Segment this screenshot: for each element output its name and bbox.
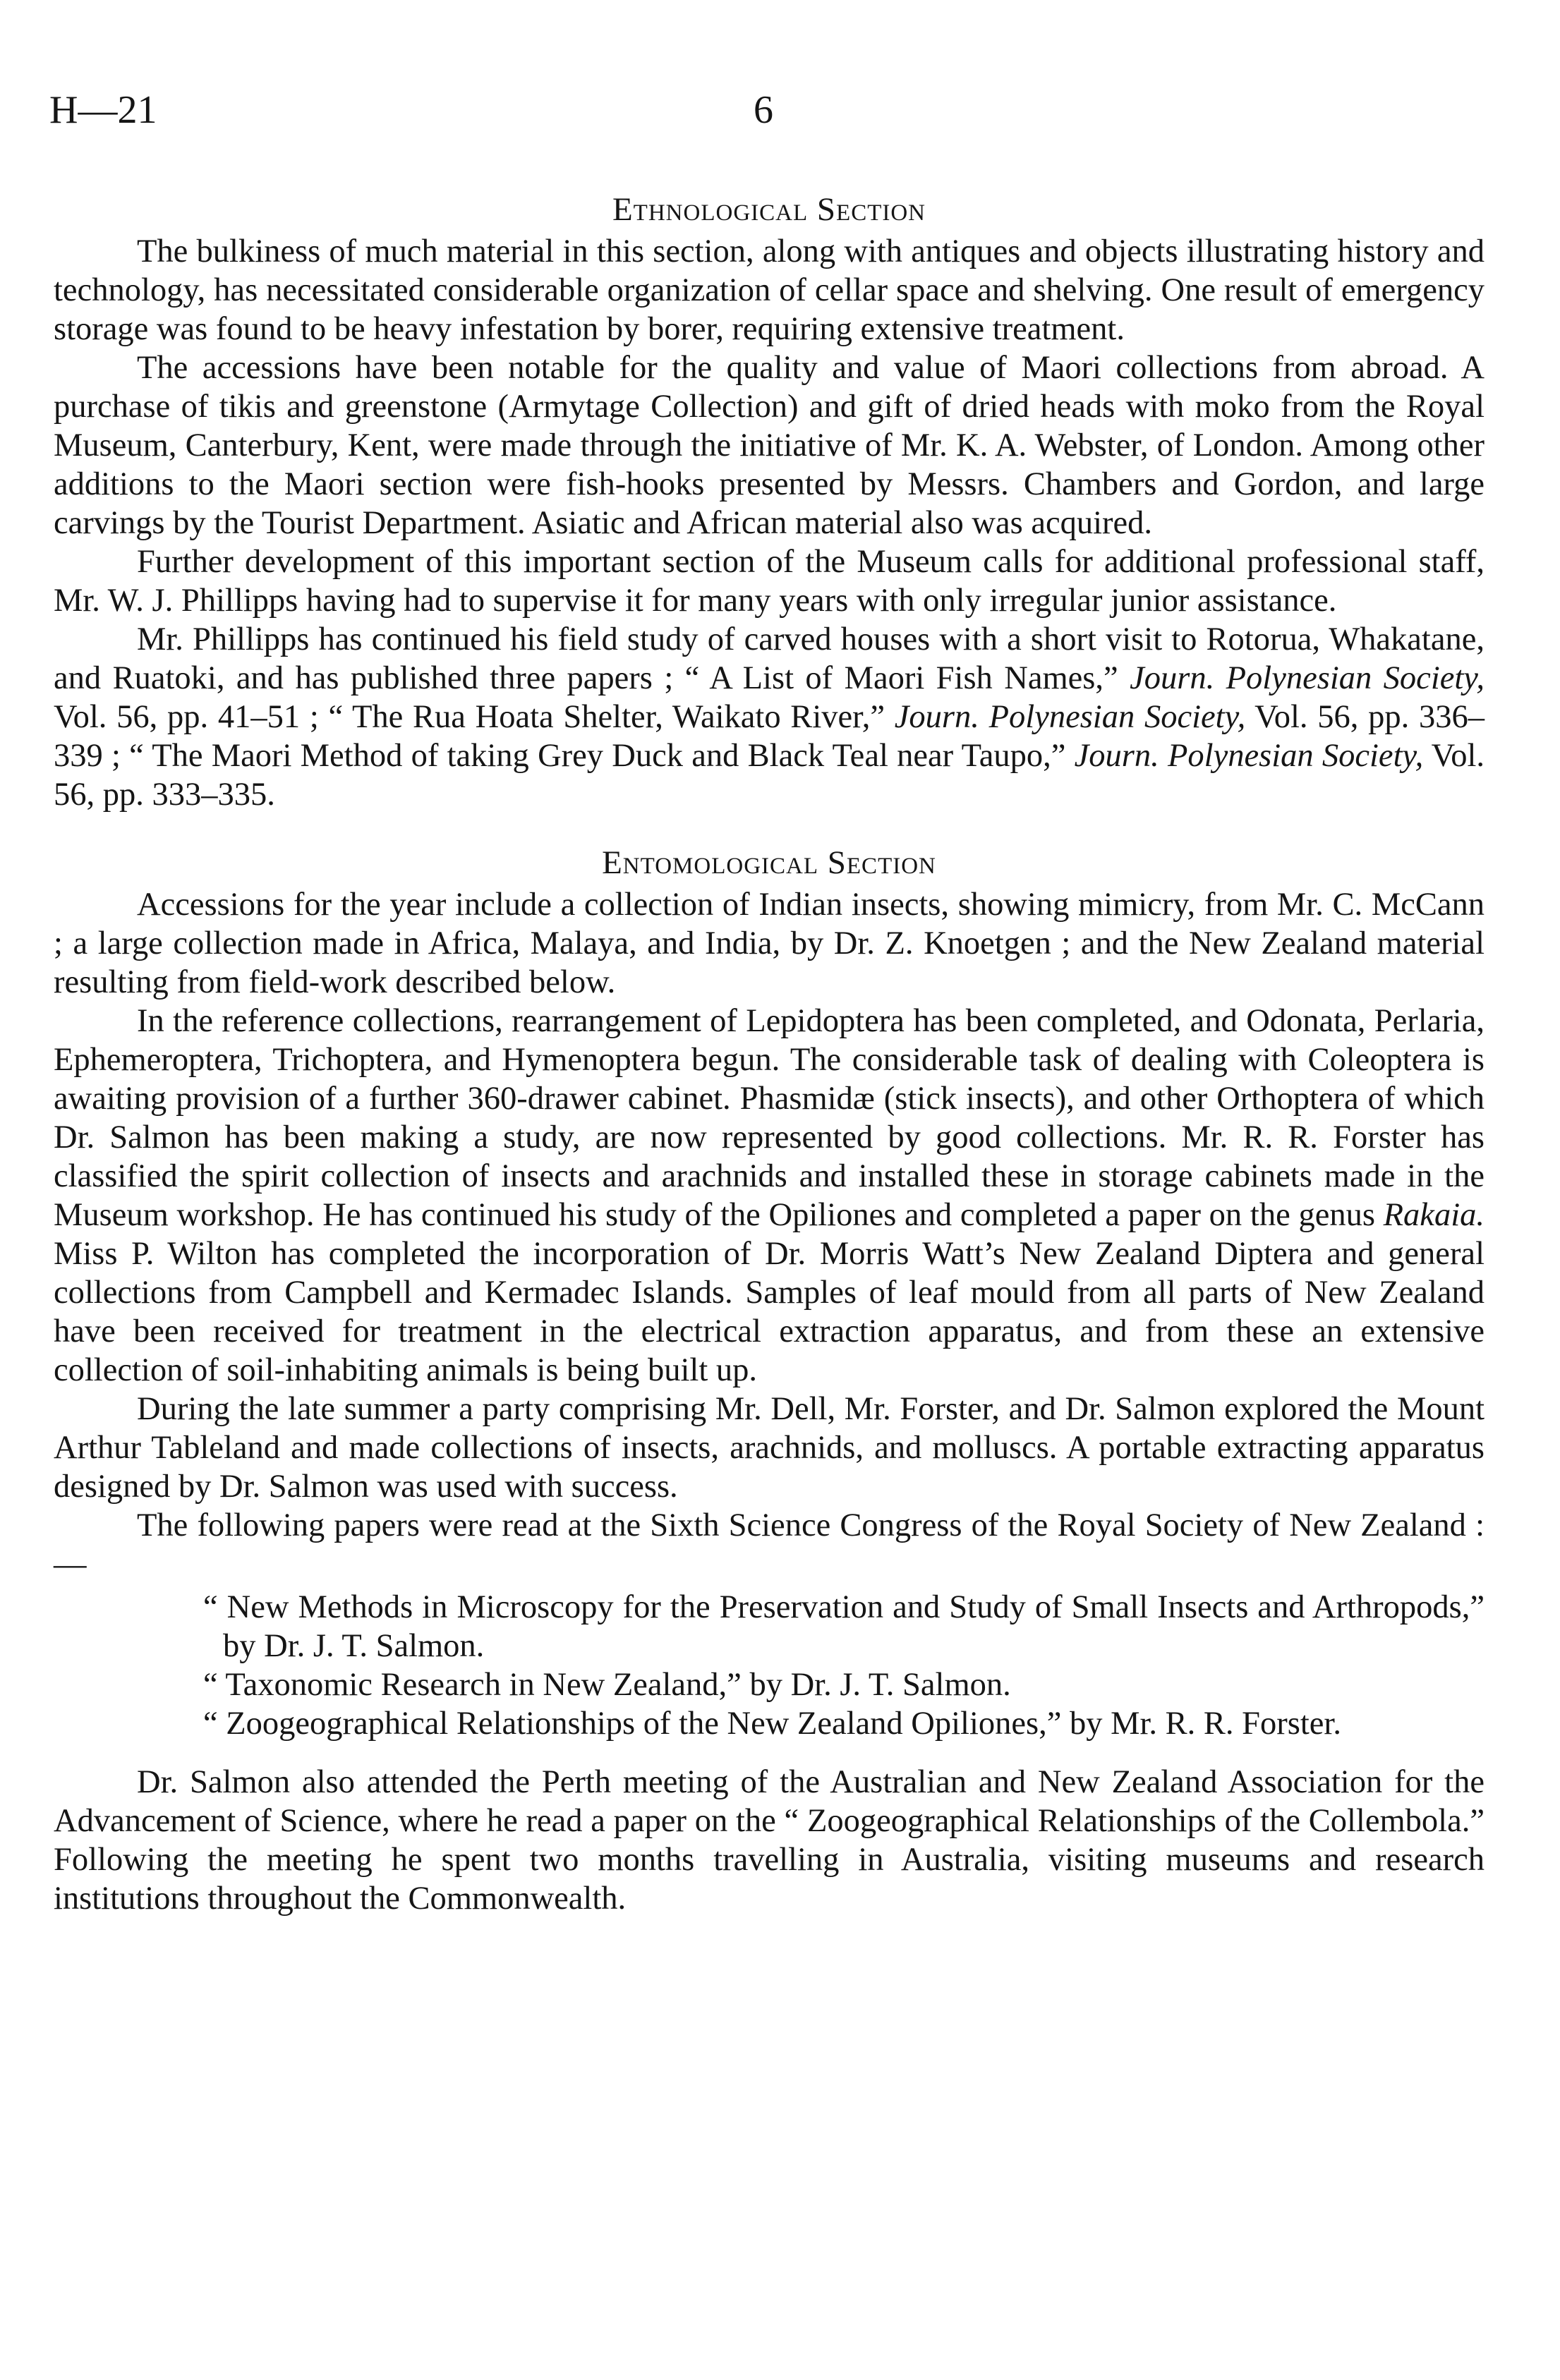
entomological-paragraph-5: Dr. Salmon also attended the Perth meeting of the Australian and New Zealand Association for the Advancement of Science, where he read a paper on the “ Zoogeographical Relationships of the Collembola.” Following the meeting he spent two months travelling in Australia, visiting museums and research institutions throughout the Commonwealth. [54, 1764, 1485, 1917]
journal-title: Journ. Polynesian Society, [1130, 660, 1485, 696]
entomological-paragraph-2 [54, 1002, 1485, 1390]
paragraph-text: Miss P. Wilton has completed the incorporation of Dr. Morris Watt’s New Zealand Diptera and general collections from Campbell and Kermadec Islands. Samples of leaf mould from all parts of New Zealand have been received for treatment in the electrical extraction apparatus, and from these an extensive collection of soil-inhabiting animals is being built up. [54, 1236, 1485, 1388]
journal-title: Journ. Polynesian Society, [894, 699, 1246, 735]
papers-list [54, 1588, 1485, 1743]
page-number: 6 [754, 88, 773, 132]
paragraph-text: Vol. 56, pp. 333–335. [54, 738, 1485, 813]
report-code: H—21 [49, 88, 157, 132]
paragraph-text: Vol. 56, pp. 336–339 ; “ The Maori Method of taking Grey Duck and Black Teal near Taupo,” [54, 699, 1485, 774]
entomological-paragraph-1: Accessions for the year include a collection of Indian insects, showing mimicry, from Mr. C. McCann ; a large collection made in Africa, Malaya, and India, by Dr. Z. Knoetgen ; and the New Zealand material resulting from field-work described below. [54, 887, 1485, 1000]
paper-item: “ Zoogeographical Relationships of the New Zealand Opiliones,” by Mr. R. R. Forster. [203, 1706, 1341, 1742]
ethnological-paragraph-4 [54, 620, 1485, 814]
ethnological-paragraph-1: The bulkiness of much material in this section, along with antiques and objects illustrating history and technology, has necessitated considerable organization of cellar space and shelving. One result of emergency storage was found to be heavy infestation by borer, requiring extensive treatment. [54, 233, 1485, 347]
paragraph-text: In the reference collections, rearrangement of Lepidoptera has been completed, and Odonata, Perlaria, Ephemeroptera, Trichoptera, and Hymenoptera begun. The considerable task of dealing with Coleoptera is awaiting provision of a further 360-drawer cabinet. Phasmidæ (stick insects), and other Orthoptera of which Dr. Salmon has been making a study, are now represented by good collections. Mr. R. R. Forster has classified the spirit collection of insects and arachnids and installed these in storage cabinets made in the Museum workshop. He has continued his study of the Opiliones and completed a paper on the genus [54, 1003, 1485, 1233]
journal-title: Journ. Polynesian Society, [1074, 738, 1424, 774]
paragraph-text: Vol. 56, pp. 41–51 ; “ The Rua Hoata Shelter, Waikato River,” [54, 699, 895, 735]
ethnological-paragraph-2: The accessions have been notable for the quality and value of Maori collections from abroad. A purchase of tikis and greenstone (Armytage Collection) and gift of dried heads with moko from the Royal Museum, Canterbury, Kent, were made through the initiative of Mr. K. A. Webster, of London. Among other additions to the Maori section were fish-hooks presented by Messrs. Chambers and Gordon, and large carvings by the Tourist Department. Asiatic and African material also was acquired. [54, 350, 1485, 541]
paper-item: “ New Methods in Microscopy for the Preservation and Study of Small Insects and Arthropods,” by Dr. J. T. Salmon. [203, 1589, 1485, 1664]
paper-item: “ Taxonomic Research in New Zealand,” by Dr. J. T. Salmon. [203, 1667, 1011, 1703]
paragraph-text: Mr. Phillipps has continued his field study of carved houses with a short visit to Rotorua, Whakatane, and Ruatoki, and has published three papers ; “ A List of Maori Fish Names,” [54, 621, 1485, 696]
entomological-section-title: Entomological Section [602, 844, 936, 881]
ethnological-section-title: Ethnological Section [612, 191, 926, 228]
page-body [54, 190, 1485, 1918]
entomological-paragraph-3: During the late summer a party comprising Mr. Dell, Mr. Forster, and Dr. Salmon explored the Mount Arthur Tableland and made collections of insects, arachnids, and molluscs. A portable extracting apparatus designed by Dr. Salmon was used with success. [54, 1391, 1485, 1505]
ethnological-paragraph-3: Further development of this important section of the Museum calls for additional professional staff, Mr. W. J. Phillipps having had to supervise it for many years with only irregular junior assistance. [54, 544, 1485, 619]
genus-name: Rakaia. [1383, 1197, 1485, 1233]
entomological-paragraph-4: The following papers were read at the Sixth Science Congress of the Royal Society of New Zealand :— [54, 1507, 1485, 1582]
